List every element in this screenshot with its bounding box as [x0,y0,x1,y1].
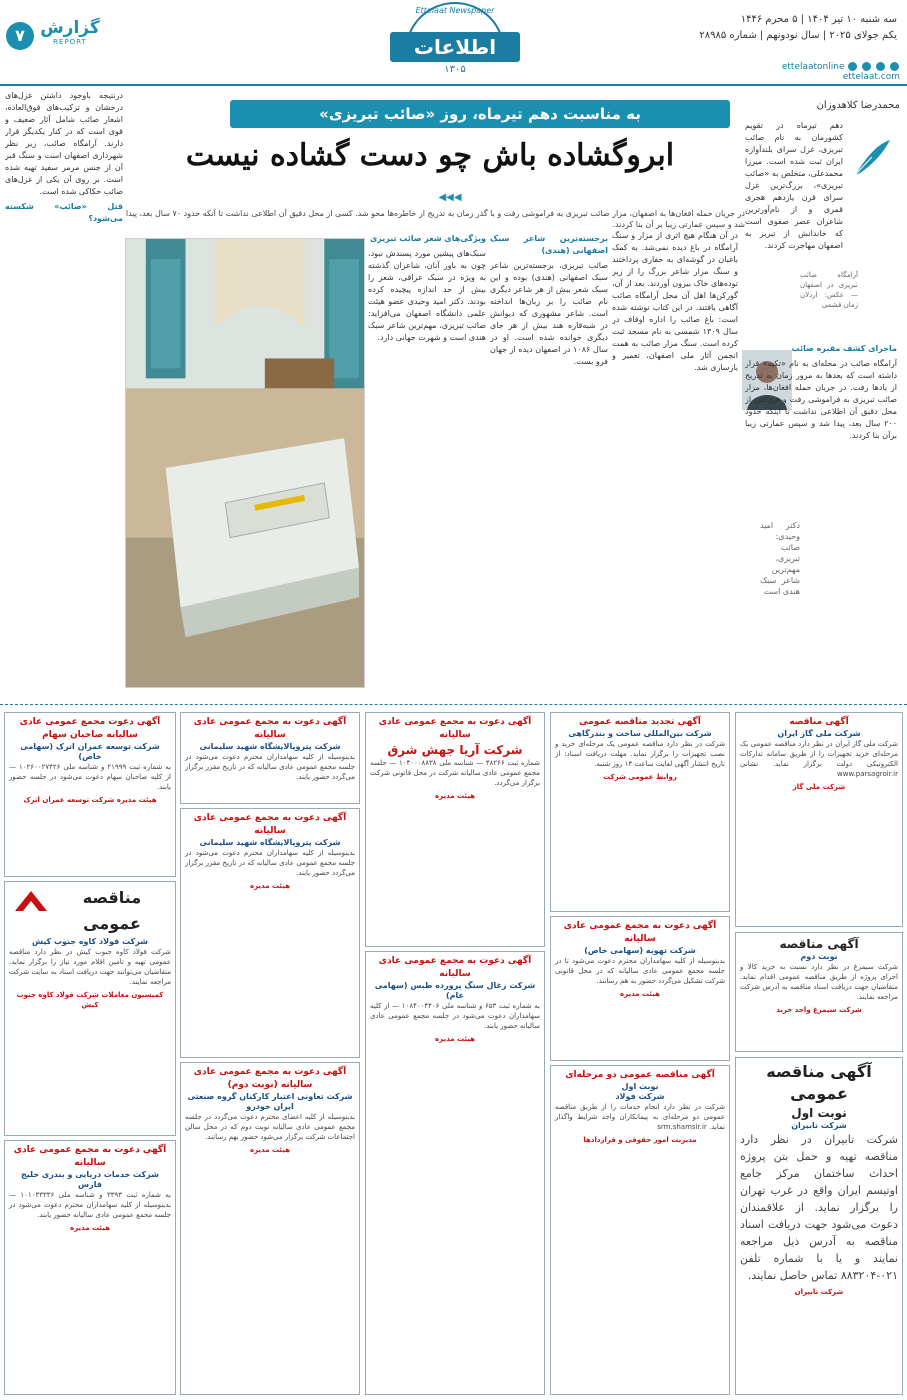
subheading: ماجرای کشف مقبره صائب [791,344,897,353]
ad-company: شرکت زغال سنگ پرورده طبس (سهامی عام) [374,981,536,1000]
ad-box [4,1140,176,1395]
subheading: ویژگی‌های شعر صائب تبریزی [369,234,486,243]
ad-box [4,881,176,1136]
web-icon[interactable] [848,62,857,71]
ad-company: شرکت فولاد کاوه جنوب کیش [31,937,149,946]
ad-company: شرکت ملی گاز ایران [777,729,861,738]
photo-credit: آرامگاه صائب تبریزی در اصفهان — عکس: اردلان زمان قشمی [800,271,858,309]
column-text: درنتیجه باوجود داشتن غزل‌های درخشان و ترکیب‌های فوق‌العاده، اشعار صائب شامل آثار ضعیف و قوی است که در کنار یکدیگر قرار دارند. آرامگاه صائب، زیر نظر شهرداری اصفهان است و سنگ قبر آن از جنس مرمر سفید تهیه شده است. بر روی آن یکی از غزل‌های صائب حکاکی شده است. [5,91,123,196]
ad-box [180,712,360,804]
ad-box [180,808,360,1058]
ad-body: شرکت فولاد کاوه جنوب کیش در نظر دارد مناقصه عمومی تهیه و تامین اقلام مورد نیاز را برگزار نماید. متقاضیان می‌توانند جهت دریافت اسناد به سایت شرکت مراجعه نمایند. [9,948,171,986]
article-headline: ابروگشاده باش چو دست گشاده نیست [185,138,675,173]
ad-body: شرکت در نظر دارد مناقصه عمومی یک مرحله‌ای خرید و نصب تجهیزات را برگزار نماید. مهلت دریافت اسناد: از تاریخ انتشار آگهی لغایت ساعت ۱۴ روز شنبه. [555,740,725,768]
masthead-title: اطلاعات [390,32,520,62]
ad-title: مناقصه عمومی [82,888,142,933]
issue-info [667,12,897,44]
ad-body: شماره ثبت ۴۸۲۶۶ — شناسه ملی ۱۰۴۰۰۰۸۸۳۸ — جلسه مجمع عمومی عادی سالیانه شرکت در محل قانونی شرکت برگزار می‌گردد. [370,759,541,787]
ad-title: آگهی مناقصه [789,717,849,727]
ad-company: شرکت پتروپالایشگاه شهید سلیمانی [199,742,341,751]
twitter-icon[interactable] [876,62,885,71]
ad-box [550,712,730,912]
ad-box [365,951,545,1395]
ad-footer: هیئت مدیره [70,1224,110,1232]
ad-title: آگهی مناقصه [779,937,859,951]
ad-box [365,712,545,947]
ad-subtitle: نوبت دوم [800,952,838,961]
ad-footer: هیئت مدیره [250,1146,290,1154]
ad-company: شرکت فولاد [615,1092,665,1101]
divider-arrows: ◀◀◀ [438,192,462,203]
ad-body: شرکت ملی گاز ایران در نظر دارد مناقصه عمومی یک مرحله‌ای خرید تجهیزات را از طریق سامانه تدارکات الکترونیکی دولت برگزار نماید. نشانی www.parsagroir.ir [740,740,898,778]
ad-body: به شماره ثبت ۲۱۹۹۹ و شناسه ملی ۱۰۲۶۰۰۲۷۴۲۶ — از کلیه صاحبان سهام دعوت می‌شود در جلسه حضور یابند. [9,763,171,791]
instagram-icon[interactable] [890,62,899,71]
ad-box [735,932,903,1052]
ad-title: آگهی دعوت به مجمع عمومی عادی سالیانه [193,813,347,836]
issue-date: سه شنبه ۱۰ تیر ۱۴۰۴ | ۵ محرم ۱۴۴۶ [740,14,897,25]
ad-body: شرکت در نظر دارد انجام خدمات را از طریق مناقصه عمومی دو مرحله‌ای به پیمانکاران واجد شرایط واگذار نماید. srm.shamsir.ir [555,1103,725,1131]
ad-company: شرکت تابیران [791,1121,847,1130]
ad-title: آگهی مناقصه عمومی [766,1062,872,1103]
ad-body: شرکت تابیران در نظر دارد مناقصه تهیه و حمل بتن پروژه احداث ساختمان مرکز جامع اوتیسم ایران واقع در غرب تهران را برگزار نماید. از علاقمندان دعوت می‌شود جهت دریافت اسناد مناقصه به آدرس ذیل مراجعه نمایند و یا با شماره تلفن ۰۲۱-۸۸۳۲۰۴ تماس حاصل نمایند. [740,1133,898,1282]
ad-body: بدینوسیله از کلیه اعضای محترم دعوت می‌گردد در جلسه مجمع عمومی عادی سالیانه نوبت دوم که در محل سالن اجتماعات شرکت برگزار می‌شود حضور بهم رسانند. [185,1113,355,1141]
header-divider [0,84,907,86]
article-column-6 [5,90,123,690]
ad-box [4,712,176,877]
ad-body: بدینوسیله از کلیه سهامداران محترم دعوت می‌شود در جلسه مجمع عمومی عادی سالیانه که در تاریخ مقرر برگزار می‌گردد حضور یابند. [185,849,355,877]
ad-footer: کمیسیون معاملات شرکت فولاد کاوه جنوب کیش [16,991,164,1009]
page-number: ۷ [6,22,34,50]
ad-subtitle: نوبت اول [621,1082,659,1091]
social-links [740,62,900,82]
ad-title: آگهی دعوت به مجمع عمومی عادی سالیانه [13,1145,167,1168]
ad-subtitle: نوبت اول [791,1106,847,1120]
ad-title: آگهی دعوت به مجمع عمومی عادی سالیانه [193,717,347,740]
article-column-3: در آن هنگام هیچ اثری از مزار و سنگ آرامگاه در باغ دیده نمی‌شد. به کمک باغبان در گوشه‌ای به حفاری پرداختند و سنگ مزار شاعر بزرگ را از زیر توده‌های خاک بیرون آوردند. بعد از آن، گورکن‌ها اهل آن محل آرامگاه صائب آگاهی یافتند. در این کتاب نوشته شده است: باغ صائب را اداره اوقاف در سال ۱۳۰۹ شمسی به نام مسجد ثبت کرده است. سنگ مزار صائب به همت انجمن آثار ملی اصفهان، تعمیر و بازسازی شد. [612,231,738,372]
article-column-4 [490,230,608,690]
quill-icon [850,135,895,180]
ad-title: آگهی دعوت به مجمع عمومی عادی سالیانه [378,717,532,740]
ad-body: شرکت سیمرغ در نظر دارد نسبت به خرید کالا و اجرای پروژه از طریق مناقصه عمومی اقدام نماید. متقاضیان جهت دریافت اسناد مناقصه به آدرس شرکت مراجعه نمایند. [740,963,898,1001]
article-kicker: به مناسبت دهم تیرماه، روز «صائب تبریزی» [230,100,730,128]
tomb-photo [125,238,365,688]
ad-box [550,1065,730,1395]
subheading: برجسته‌ترین شاعر سبک اصفهانی (هندی) [490,234,608,255]
masthead-english: Ettelaat Newspaper [415,6,495,15]
section-title: گزارش [40,18,100,38]
ad-company: شرکت آریا جهش شرق [387,743,523,757]
article-column-1: دهم تیرماه در تقویم کشورمان به نام صائب تبریزی، غزل سرای بلندآوازه ایران ثبت شده است. میرزا محمدعلی، متخلص به «صائب تبریزی»، بزرگ‌ترین غزل سرای قرن یازدهم هجری قمری و از نام‌آورترین شاعران عصر صفوی است که خاندانش از تبریز به اصفهان مهاجرت کردند. [745,121,843,250]
ad-footer: هیئت مدیره [250,882,290,890]
telegram-icon[interactable] [862,62,871,71]
author-name: محمدرضا کلاهدوزان [816,100,900,111]
ad-company: شرکت بین‌المللی ساخت و بندرگاهی [568,729,712,738]
ad-title: آگهی دعوت به مجمع عمومی عادی سالیانه [378,956,532,979]
ad-title: آگهی دعوت به مجمع عمومی عادی سالیانه (نوبت دوم) [193,1067,347,1090]
masthead-year: ۱۳۰۵ [444,64,466,75]
company-logo [11,887,51,915]
ad-company: شرکت تهویه (سهامی خاص) [584,946,696,955]
page-header [0,0,907,88]
ad-box [180,1062,360,1395]
ad-body: بدینوسیله از کلیه سهامداران محترم دعوت می‌شود در جلسه مجمع عمومی عادی سالیانه که در تاریخ مقرر برگزار می‌گردد حضور یابند. [185,753,355,781]
section-label [40,18,100,46]
ad-company: شرکت پتروپالایشگاه شهید سلیمانی [199,838,341,847]
website-link[interactable]: ettelaat.com [842,72,900,82]
ad-body: بدینوسیله از کلیه سهامداران محترم دعوت می‌شود تا در جلسه مجمع عمومی عادی سالیانه که در محل قانونی شرکت تشکیل می‌گردد حضور به هم رسانند. [555,957,725,985]
ad-body: به شماره ثبت ۶۵۳ و شناسه ملی ۱۰۸۴۰۰۴۴۰۶ — از کلیه سهامداران دعوت می‌شود در جلسه مجمع عمومی عادی سالیانه حضور یابند. [370,1002,540,1030]
column-text: آرامگاه صائب در محله‌ای به نام «تکیه» قرار داشته است که بعدها به مرور زمان به تدریج از یادها رفت. در جریان حمله افغان‌ها، مزار صائب تبریزی به فراموشی رفت و هیچ‌کس از محل دقیق آن اطلاعی نداشت تا اینکه حدود ۲۰۰ سال بعد، پیدا شد و سپس عمارتی زیبا برآن بنا کردند. [745,359,897,440]
ad-footer: شرکت تابیران [794,1288,844,1296]
newspaper-masthead [380,2,530,82]
ads-divider [0,704,907,707]
issue-number: یکم جولای ۲۰۲۵ | سال نودونهم | شماره ۲۸۹۸۵ [699,30,897,41]
article-lead: در جریان حمله افغان‌ها به اصفهان، مزار صائب تبریزی به فراموشی رفت و با گذر زمان به تدریج از خاطره‌ها محو شد. کسی از محل دقیق آن اطلاعی نداشت تا آنکه حدود ۷۰ سال بعد، پیدا شد و سپس عمارتی زیبا بر آن بنا کردند. [125,209,745,229]
ad-company: شرکت توسعه عمران اترک (سهامی خاص) [20,742,160,761]
ad-footer: روابط عمومی شرکت [603,773,677,781]
ad-title: آگهی دعوت به مجمع عمومی عادی سالیانه [563,921,717,944]
quote-caption: دکتر امید وحیدی: صائب تبریزی، مهم‌ترین شاعر سبک هندی است [760,521,800,596]
ad-footer: مدیریت امور حقوقی و قراردادها [583,1136,697,1144]
ad-footer: شرکت ملی گاز [792,783,846,791]
article-column-5 [368,230,486,690]
ad-box [550,916,730,1061]
ad-body: به شماره ثبت ۳۳۹۳ و شناسه ملی ۱۰۱۰۳۳۳۳۶ — بدینوسیله از کلیه سهامداران محترم دعوت می‌شود در جلسه مجمع عمومی عادی سالیانه حضور یابند. [9,1191,171,1219]
ad-footer: هیئت مدیره [620,990,660,998]
main-article [0,90,907,700]
ad-company: شرکت تعاونی اعتبار کارکنان گروه صنعتی ایران خودرو [187,1092,353,1111]
ad-title: آگهی مناقصه عمومی دو مرحله‌ای [565,1070,715,1080]
ad-footer: هیئت مدیره شرکت توسعه عمران اترک [23,796,157,804]
ad-box [735,1057,903,1395]
subheading: قتل «صائب» شکسته می‌شود؟ [5,202,123,223]
column-text: صائب تبریزی، برجسته‌ترین شاعر سبک اصفهانی (هندی) بوده و این سبک شعر بیش از هر شاعر دیگری نام صائب را بر زبان‌ها انداخته است. شاعر مشهوری که دیوانش در شبه‌قاره هند بیش از هر جای دیگری خوانده شده است. او در سال ۱۰۸۶ در اصفهان دیده از جهان فرو بست. [490,261,608,366]
ad-title: آگهی دعوت مجمع عمومی عادی سالیانه صاحبان سهام [19,717,161,740]
column-text: سبک‌های پیشین مورد پسندش نبود، چون به باور آنان، شاعران گذشته به ویژه در سبک عراقی، شعر را بیش از حد اندازه پیچیده کرده بودند. دکتر امید وحیدی عضو هیئت علمی دانشگاه اصفهان می‌افزاید: صائب تبریزی، مهم‌ترین شاعر سبک هندی است و شهرت جهانی دارد. [368,249,486,342]
ad-footer: شرکت سیمرغ‌ واحد خرید [776,1006,862,1014]
ad-footer: هیئت مدیره [435,792,475,800]
ad-footer: هیئت مدیره [435,1035,475,1043]
ad-box [735,712,903,927]
social-handle[interactable]: ettelaatonline [781,62,845,72]
ad-title: آگهی تجدید مناقصه عمومی [579,717,701,727]
section-title-en: REPORT [53,38,87,46]
ad-company: شرکت خدمات دریایی و بندری خلیج فارس [21,1170,159,1189]
